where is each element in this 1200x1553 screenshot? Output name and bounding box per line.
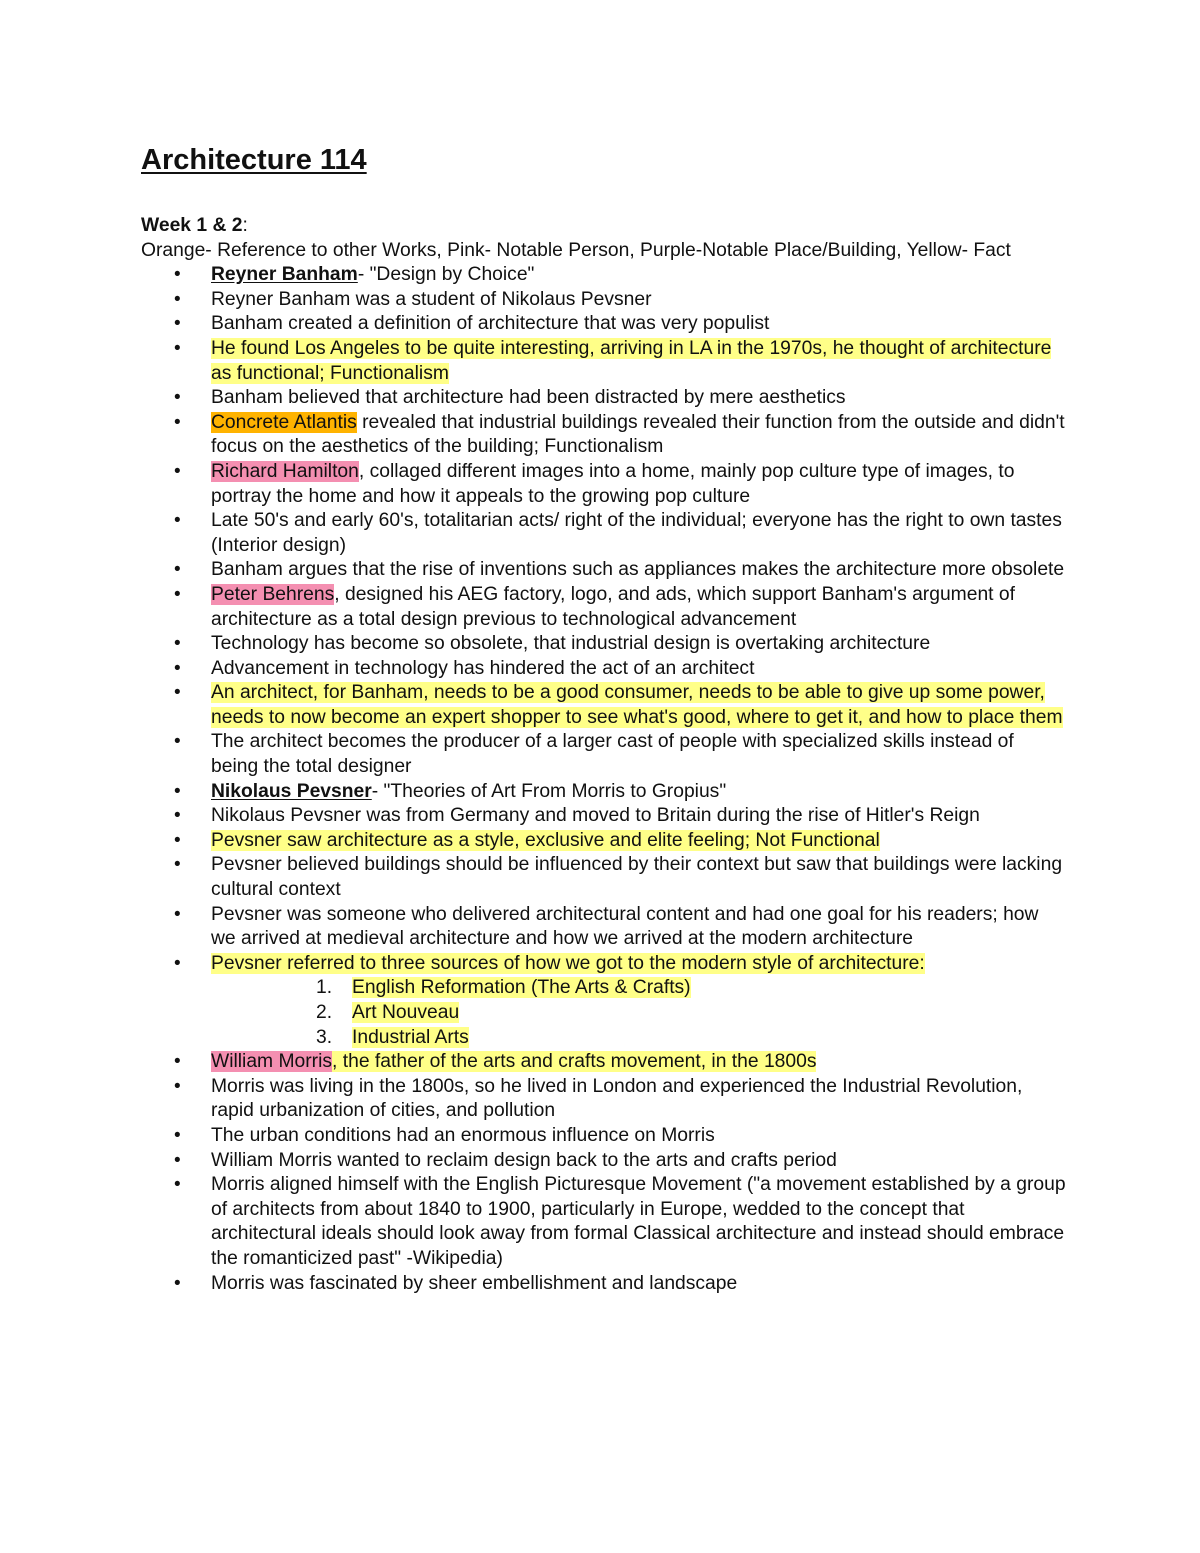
- list-item: • William Morris wanted to reclaim design back to the arts and crafts period: [141, 1149, 1066, 1174]
- fact-highlight: Pevsner referred to three sources of how we got to the modern style of architecture:: [211, 952, 925, 974]
- list-item-text: revealed that industrial buildings revealed their function from the outside and didn't focus on the aesthetics of the building; Functionalism: [211, 411, 1065, 458]
- list-item: • Morris was fascinated by sheer embellishment and landscape: [141, 1272, 1066, 1297]
- list-item: [141, 780, 1066, 805]
- sublist-number: 2.: [316, 1002, 333, 1023]
- person-highlight: William Morris: [211, 1051, 333, 1073]
- list-item: • Banham believed that architecture had been distracted by mere aesthetics: [141, 386, 1066, 411]
- list-item: • Morris aligned himself with the English Picturesque Movement ("a movement established by a group of architects from about 1840 to 1900, particularly in Europe, wedded to the concept that architectural ideals should look away from formal Classical architecture and instead should embrace the romanticized past" -Wikipedia): [141, 1173, 1066, 1271]
- list-item: • Nikolaus Pevsner was from Germany and moved to Britain during the rise of Hitler's Reign: [141, 804, 1066, 829]
- person-heading: Nikolaus Pevsner: [211, 780, 372, 802]
- week-label: Week 1 & 2: [141, 215, 243, 236]
- list-item: [141, 952, 1066, 1050]
- notes-list: [141, 263, 1066, 1296]
- sublist-number: 3.: [316, 1026, 333, 1048]
- list-item: • Advancement in technology has hindered the act of an architect: [141, 657, 1066, 682]
- list-item: [141, 681, 1066, 730]
- fact-highlight: He found Los Angeles to be quite interesting, arriving in LA in the 1970s, he thought of architecture as functional; Functionalism: [211, 337, 1052, 384]
- sublist-item: [211, 1026, 1066, 1051]
- list-item-text: - "Theories of Art From Morris to Gropius": [371, 780, 727, 802]
- list-item: [141, 583, 1066, 632]
- list-item: • Reyner Banham was a student of Nikolaus Pevsner: [141, 288, 1066, 313]
- sources-sublist: [211, 976, 1066, 1050]
- week-heading: [141, 214, 1066, 239]
- fact-highlight: An architect, for Banham, needs to be a good consumer, needs to be able to give up some power, needs to now become an expert shopper to see what's good, where to get it, and how to place them: [211, 682, 1063, 728]
- person-highlight: Richard Hamilton: [211, 460, 359, 482]
- fact-highlight: Pevsner saw architecture as a style, exclusive and elite feeling; Not Functional: [211, 829, 880, 851]
- list-item: • Banham created a definition of architecture that was very populist: [141, 312, 1066, 337]
- list-item: • Morris was living in the 1800s, so he lived in London and experienced the Industrial Revolution, rapid urbanization of cities, and pollution: [141, 1075, 1066, 1124]
- list-item: • The urban conditions had an enormous influence on Morris: [141, 1124, 1066, 1149]
- fact-highlight: Industrial Arts: [352, 1026, 469, 1048]
- list-item: • Pevsner believed buildings should be influenced by their context but saw that buildings were lacking cultural context: [141, 853, 1066, 902]
- person-highlight: Peter Behrens: [211, 583, 335, 605]
- list-item: • Banham argues that the rise of inventions such as appliances makes the architecture more obsolete: [141, 558, 1066, 583]
- week-colon: :: [242, 215, 248, 236]
- color-legend: Orange- Reference to other Works, Pink- Notable Person, Purple-Notable Place/Building, Yellow- Fact: [141, 239, 1011, 261]
- sublist-number: 1.: [316, 977, 333, 999]
- list-item: [141, 337, 1066, 386]
- person-heading: Reyner Banham: [211, 264, 358, 286]
- page-title: Architecture 114: [141, 144, 367, 176]
- fact-highlight: Art Nouveau: [352, 1002, 460, 1023]
- list-item: • Technology has become so obsolete, that industrial design is overtaking architecture: [141, 632, 1066, 657]
- document-page: [141, 140, 1066, 1296]
- list-item-text: - "Design by Choice": [357, 264, 535, 286]
- list-item: [141, 460, 1066, 509]
- list-item-text: , collaged different images into a home, mainly pop culture type of images, to portray the home and how it appeals to the growing pop culture: [211, 460, 1015, 507]
- list-item: [141, 411, 1066, 460]
- list-item: [141, 263, 1066, 288]
- list-item: [141, 1050, 1066, 1075]
- fact-highlight: English Reformation (The Arts & Crafts): [352, 977, 691, 999]
- fact-highlight: , the father of the arts and crafts movement, in the 1800s: [332, 1051, 817, 1073]
- list-item: [141, 829, 1066, 854]
- list-item: • The architect becomes the producer of a larger cast of people with specialized skills instead of being the total designer: [141, 730, 1066, 779]
- list-item: • Late 50's and early 60's, totalitarian acts/ right of the individual; everyone has the right to own tastes (Interior design): [141, 509, 1066, 558]
- list-item-text: , designed his AEG factory, logo, and ads, which support Banham's argument of architecture as a total design previous to technological advancement: [211, 583, 1015, 630]
- reference-highlight: Concrete Atlantis: [211, 411, 357, 433]
- sublist-item: [211, 1001, 1066, 1026]
- sublist-item: [211, 976, 1066, 1001]
- list-item: • Pevsner was someone who delivered architectural content and had one goal for his readers; how we arrived at medieval architecture and how we arrived at the modern architecture: [141, 903, 1066, 952]
